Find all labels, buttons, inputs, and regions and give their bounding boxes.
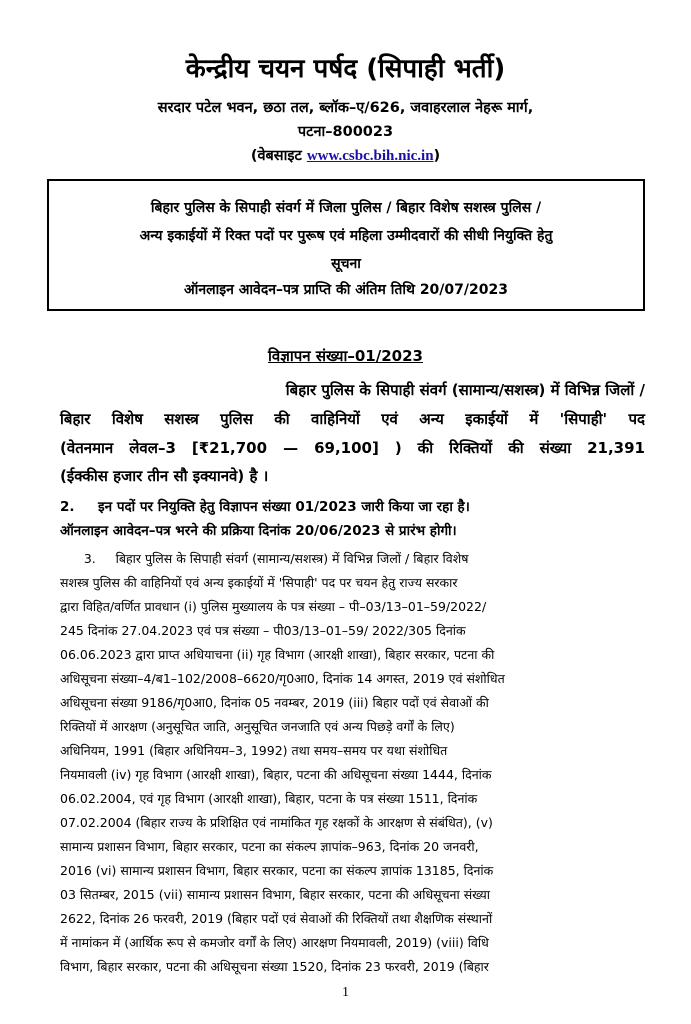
notice-box bbox=[47, 179, 645, 311]
page-number: 1 bbox=[342, 985, 349, 1000]
paragraph3-line: सशस्त्र पुलिस की वाहिनियों एवं अन्य इकाईयों में 'सिपाही' पद पर चयन हेतु राज्य सरकार bbox=[60, 575, 458, 590]
paragraph3-line: 2016 (vi) सामान्य प्रशासन विभाग, बिहार सरकार, पटना का संकल्प ज्ञापांक 13185, दिनांक bbox=[60, 863, 494, 878]
paragraph1-line-3: (वेतनमान लेवल–3 [₹21,700 — 69,100] ) की रिक्तियों की संख्या 21,391 bbox=[60, 439, 645, 457]
paragraph3-line: अधिसूचना संख्या–4/ब1–102/2008–6620/गृ0आ0, दिनांक 14 अगस्त, 2019 एवं संशोधित bbox=[60, 671, 505, 686]
paragraph3-line: 06.02.2004, एवं गृह विभाग (आरक्षी शाखा), बिहार, पटना के पत्र संख्या 1511, दिनांक bbox=[60, 791, 478, 806]
address-line-1: सरदार पटेल भवन, छठा तल, ब्लॉक–ए/626, जवाहरलाल नेहरू मार्ग, bbox=[157, 100, 534, 116]
paragraph3-line: 245 दिनांक 27.04.2023 एवं पत्र संख्या – पी03/13–01–59/ 2022/305 दिनांक bbox=[60, 623, 466, 638]
paragraph3-line: 07.02.2004 (बिहार राज्य के प्रशिक्षित एवं नामांकित गृह रक्षकों के आरक्षण से संबंधित), (v) bbox=[60, 815, 493, 830]
notice-line-3: सूचना bbox=[331, 256, 361, 272]
paragraph2-line-1: 2. इन पदों पर नियुक्ति हेतु विज्ञापन संख्या 01/2023 जारी किया जा रहा है। bbox=[60, 499, 470, 515]
notice-line-1: बिहार पुलिस के सिपाही संवर्ग में जिला पुलिस / बिहार विशेष सशस्त्र पुलिस / bbox=[150, 200, 542, 216]
board-title: केन्द्रीय चयन पर्षद (सिपाही भर्ती) bbox=[185, 54, 506, 84]
paragraph3-line: द्वारा विहित/वर्णित प्रावधान (i) पुलिस मुख्यालय के पत्र संख्या – पी–03/13–01–59/2022/ bbox=[60, 599, 487, 614]
paragraph3-line: सामान्य प्रशासन विभाग, बिहार सरकार, पटना का संकल्प ज्ञापांक–963, दिनांक 20 जनवरी, bbox=[60, 839, 479, 854]
paragraph1-line-2: बिहार विशेष सशस्त्र पुलिस की वाहिनियों एवं अन्य इकाईयों में 'सिपाही' पद bbox=[60, 410, 645, 428]
paragraph3-line: 03 सितम्बर, 2015 (vii) सामान्य प्रशासन विभाग, बिहार सरकार, पटना की अधिसूचना संख्या bbox=[60, 887, 490, 902]
address-line-2: पटना–800023 bbox=[297, 124, 394, 140]
website-link[interactable]: www.csbc.bih.nic.in bbox=[306, 148, 434, 164]
paragraph1-line-1: बिहार पुलिस के सिपाही संवर्ग (सामान्य/सशस्त्र) में विभिन्न जिलों / bbox=[285, 381, 645, 399]
paragraph3-line: 2622, दिनांक 26 फरवरी, 2019 (बिहार पदों एवं सेवाओं की रिक्तियों तथा शैक्षणिक संस्थानों bbox=[60, 911, 493, 926]
paragraph2-line-2: ऑनलाइन आवेदन–पत्र भरने की प्रक्रिया दिनांक 20/06/2023 से प्रारंभ होगी। bbox=[60, 523, 457, 539]
paragraph3-line: नियमावली (iv) गृह विभाग (आरक्षी शाखा), बिहार, पटना की अधिसूचना संख्या 1444, दिनांक bbox=[60, 767, 492, 782]
website-line bbox=[0, 145, 691, 167]
paragraph1-line-4: (ईक्कीस हजार तीन सौ इक्यानवे) है । bbox=[60, 467, 269, 485]
paragraph3-line: अधिनियम, 1991 (बिहार अधिनियम–3, 1992) तथा समय–समय पर यथा संशोधित bbox=[60, 743, 448, 758]
advertisement-number: विज्ञापन संख्या–01/2023 bbox=[268, 347, 423, 365]
paragraph3-line: विभाग, बिहार सरकार, पटना की अधिसूचना संख्या 1520, दिनांक 23 फरवरी, 2019 (बिहार bbox=[60, 959, 489, 974]
website-close: ) bbox=[433, 148, 441, 164]
paragraph3-line: 3. बिहार पुलिस के सिपाही संवर्ग (सामान्य/सशस्त्र) में विभिन्न जिलों / बिहार विशेष bbox=[60, 551, 469, 566]
paragraph3-line: रिक्तियों में आरक्षण (अनुसूचित जाति, अनुसूचित जनजाति एवं अन्य पिछड़े वर्गों के लिए) bbox=[60, 719, 455, 734]
paragraph3-line: में नामांकन में (आर्थिक रूप से कमजोर वर्गों के लिए) आरक्षण नियमावली, 2019) (viii) विधि bbox=[60, 935, 489, 950]
notice-line-2: अन्य इकाईयों में रिक्त पदों पर पुरूष एवं महिला उम्मीदवारों की सीधी नियुक्ति हेतु bbox=[139, 228, 553, 244]
notice-deadline: ऑनलाइन आवेदन–पत्र प्राप्ति की अंतिम तिथि 20/07/2023 bbox=[184, 282, 508, 298]
advertisement-heading bbox=[0, 345, 691, 367]
website-label: (वेबसाइट bbox=[250, 148, 302, 164]
paragraph3-line: 06.06.2023 द्वारा प्राप्त अधियाचना (ii) गृह विभाग (आरक्षी शाखा), बिहार सरकार, पटना की bbox=[60, 647, 495, 662]
paragraph3-line: अधिसूचना संख्या 9186/गृ0आ0, दिनांक 05 नवम्बर, 2019 (iii) बिहार पदों एवं सेवाओं की bbox=[60, 695, 489, 710]
